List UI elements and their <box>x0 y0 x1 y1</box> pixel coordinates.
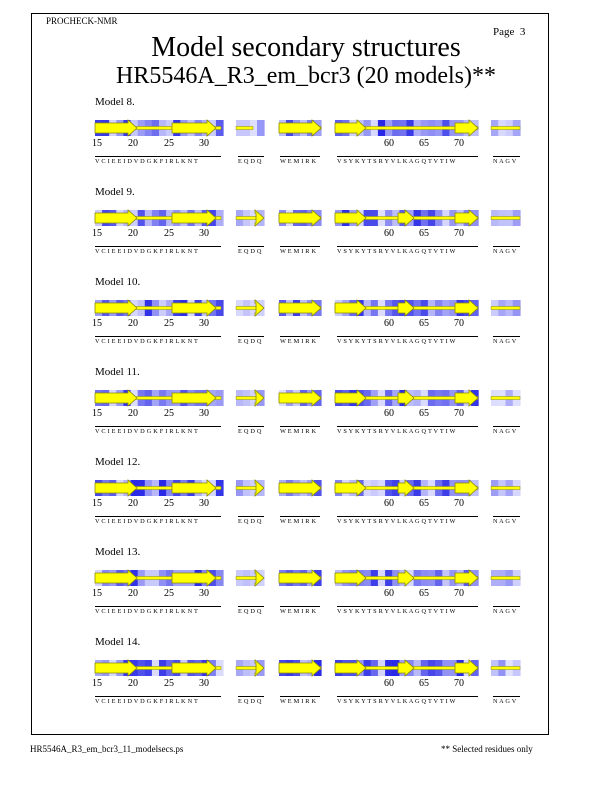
sequence-segment: E Q D Q <box>238 158 262 165</box>
residue-tick-label: 30 <box>199 408 209 419</box>
sequence-segment: E Q D Q <box>238 698 262 705</box>
sequence-segment: W E M I R K <box>280 248 317 255</box>
sequence-overline <box>280 696 320 697</box>
residue-tick-label: 15 <box>92 138 102 149</box>
residue-tick-label: 25 <box>164 408 174 419</box>
sequence-segment: W E M I R K <box>280 608 317 615</box>
sequence-overline <box>337 696 478 697</box>
sequence-segment: W E M I R K <box>280 428 317 435</box>
sequence-segment: V C I E E I D V D G K F I R L K N T <box>95 338 199 345</box>
program-name: PROCHECK-NMR <box>46 16 118 26</box>
residue-tick-label: 70 <box>454 138 464 149</box>
page-subtitle: HR5546A_R3_em_bcr3 (20 models)** <box>116 63 496 89</box>
page-number-value: 3 <box>519 26 526 38</box>
residue-tick-label: 15 <box>92 318 102 329</box>
sequence-segment: V C I E E I D V D G K F I R L K N T <box>95 518 199 525</box>
residue-tick-label: 70 <box>454 408 464 419</box>
model-label: Model 13. <box>95 546 141 558</box>
residue-tick-label: 70 <box>454 498 464 509</box>
residue-tick-label: 30 <box>199 228 209 239</box>
sequence-segment: E Q D Q <box>238 338 262 345</box>
sequence-segment: V S Y K Y T S R Y V L K A G Q T V T I W <box>337 158 456 165</box>
page-title: Model secondary structures <box>151 32 461 63</box>
sequence-overline <box>493 696 520 697</box>
residue-tick-label: 20 <box>128 678 138 689</box>
sequence-segment: N A G V <box>493 518 517 525</box>
sequence-segment: N A G V <box>493 428 517 435</box>
residue-tick-label: 30 <box>199 678 209 689</box>
residue-tick-label: 30 <box>199 318 209 329</box>
model-label: Model 11. <box>95 366 140 378</box>
sequence-segment: W E M I R K <box>280 338 317 345</box>
residue-tick-label: 15 <box>92 678 102 689</box>
sequence-segment: E Q D Q <box>238 608 262 615</box>
residue-tick-label: 20 <box>128 318 138 329</box>
residue-tick-label: 25 <box>164 318 174 329</box>
sequence-segment: E Q D Q <box>238 248 262 255</box>
residue-tick-label: 60 <box>384 318 394 329</box>
sequence-segment: W E M I R K <box>280 698 317 705</box>
residue-tick-label: 65 <box>419 318 429 329</box>
sequence-overline <box>238 696 264 697</box>
sequence-segment: V S Y K Y T S R Y V L K A G Q T V T I W <box>337 338 456 345</box>
residue-tick-label: 20 <box>128 228 138 239</box>
residue-tick-label: 70 <box>454 228 464 239</box>
model-label: Model 10. <box>95 276 141 288</box>
sequence-overline <box>95 696 221 697</box>
sequence-segment: N A G V <box>493 608 517 615</box>
sequence-segment: N A G V <box>493 248 517 255</box>
model-label: Model 14. <box>95 636 141 648</box>
sequence-segment: V S Y K Y T S R Y V L K A G Q T V T I W <box>337 698 456 705</box>
residue-tick-label: 15 <box>92 228 102 239</box>
residue-tick-label: 65 <box>419 678 429 689</box>
residue-tick-label: 65 <box>419 138 429 149</box>
sequence-segment: N A G V <box>493 698 517 705</box>
sequence-segment: E Q D Q <box>238 518 262 525</box>
sequence-segment: E Q D Q <box>238 428 262 435</box>
residue-tick-label: 25 <box>164 678 174 689</box>
residue-tick-label: 25 <box>164 228 174 239</box>
model-label: Model 8. <box>95 96 135 108</box>
residue-tick-label: 70 <box>454 588 464 599</box>
sequence-segment: V C I E E I D V D G K F I R L K N T <box>95 158 199 165</box>
sequence-segment: V C I E E I D V D G K F I R L K N T <box>95 428 199 435</box>
residue-tick-label: 20 <box>128 498 138 509</box>
footer-filename: HR5546A_R3_em_bcr3_11_modelsecs.ps <box>30 744 184 754</box>
residue-tick-label: 25 <box>164 138 174 149</box>
sequence-segment: V S Y K Y T S R Y V L K A G Q T V T I W <box>337 608 456 615</box>
residue-tick-label: 70 <box>454 678 464 689</box>
residue-tick-label: 70 <box>454 318 464 329</box>
residue-tick-label: 65 <box>419 408 429 419</box>
residue-tick-label: 20 <box>128 138 138 149</box>
residue-tick-label: 65 <box>419 228 429 239</box>
sequence-segment: V S Y K Y T S R Y V L K A G Q T V T I W <box>337 428 456 435</box>
sequence-segment: V S Y K Y T S R Y V L K A G Q T V T I W <box>337 248 456 255</box>
footer-note: ** Selected residues only <box>441 744 533 754</box>
residue-tick-label: 60 <box>384 138 394 149</box>
sequence-segment: V C I E E I D V D G K F I R L K N T <box>95 248 199 255</box>
sequence-segment: W E M I R K <box>280 518 317 525</box>
page-label-text: Page <box>493 26 515 38</box>
residue-tick-label: 30 <box>199 588 209 599</box>
residue-tick-label: 65 <box>419 588 429 599</box>
residue-tick-label: 20 <box>128 588 138 599</box>
residue-tick-label: 15 <box>92 498 102 509</box>
residue-tick-label: 30 <box>199 138 209 149</box>
residue-tick-label: 60 <box>384 588 394 599</box>
residue-tick-label: 15 <box>92 408 102 419</box>
residue-tick-label: 25 <box>164 588 174 599</box>
residue-tick-label: 60 <box>384 228 394 239</box>
coil-line <box>236 667 258 670</box>
residue-tick-label: 60 <box>384 408 394 419</box>
sequence-segment: N A G V <box>493 158 517 165</box>
residue-tick-label: 60 <box>384 498 394 509</box>
residue-tick-label: 30 <box>199 498 209 509</box>
residue-tick-label: 60 <box>384 678 394 689</box>
sequence-segment: W E M I R K <box>280 158 317 165</box>
residue-tick-label: 25 <box>164 498 174 509</box>
sequence-segment: V C I E E I D V D G K F I R L K N T <box>95 698 199 705</box>
residue-tick-label: 15 <box>92 588 102 599</box>
model-label: Model 9. <box>95 186 135 198</box>
residue-tick-label: 65 <box>419 498 429 509</box>
model-label: Model 12. <box>95 456 141 468</box>
sequence-segment: V S Y K Y T S R Y V L K A G Q T V T I W <box>337 518 456 525</box>
sequence-segment: N A G V <box>493 338 517 345</box>
sequence-segment: V C I E E I D V D G K F I R L K N T <box>95 608 199 615</box>
residue-tick-label: 20 <box>128 408 138 419</box>
coil-line <box>491 667 520 670</box>
